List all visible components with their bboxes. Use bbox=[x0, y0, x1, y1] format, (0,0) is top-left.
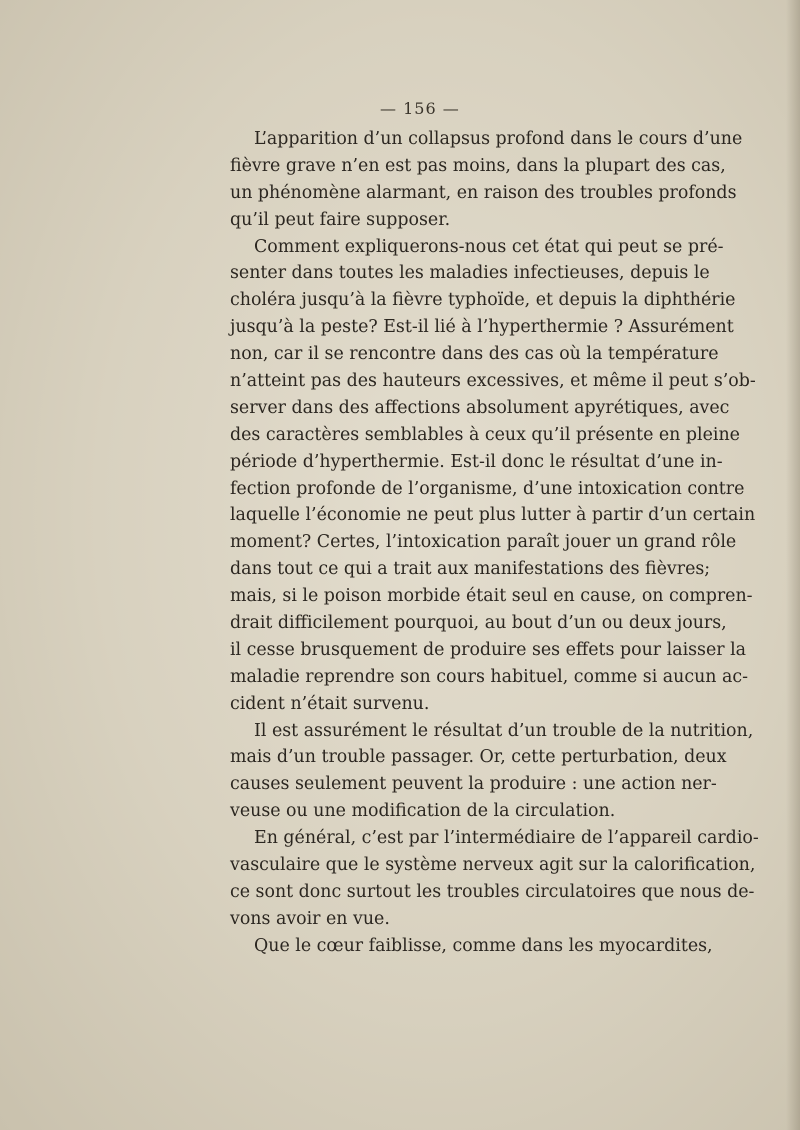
text-line: maladie reprendre son cours habituel, comme si aucun ac- bbox=[230, 666, 749, 687]
text-line: L’apparition d’un collapsus profond dans le cours d’une bbox=[254, 129, 743, 149]
text-line: mais d’un trouble passager. Or, cette perturbation, deux bbox=[230, 747, 727, 768]
text-line: période d’hyperthermie. Est-il donc le résultat d’une in- bbox=[230, 451, 723, 472]
text-line: laquelle l’économie ne peut plus lutter à partir d’un certain bbox=[230, 505, 756, 526]
text-line: senter dans toutes les maladies infectieuses, depuis le bbox=[230, 263, 710, 284]
text-line: Que le cœur faiblisse, comme dans les myocardites, bbox=[254, 935, 713, 956]
text-line: fection profonde de l’organisme, d’une intoxication contre bbox=[230, 478, 745, 499]
text-line: moment? Certes, l’intoxication paraît jouer un grand rôle bbox=[230, 532, 737, 553]
text-line: cident n’était survenu. bbox=[230, 693, 430, 714]
text-line: Il est assurément le résultat d’un trouble de la nutrition, bbox=[254, 720, 754, 741]
text-line: des caractères semblables à ceux qu’il présente en pleine bbox=[230, 424, 740, 445]
text-line: veuse ou une modification de la circulation. bbox=[230, 801, 616, 822]
text-line: dans tout ce qui a trait aux manifestations des fièvres; bbox=[230, 559, 711, 580]
text-line: En général, c’est par l’intermédiaire de l’appareil cardio- bbox=[254, 828, 759, 849]
text-line: fièvre grave n’en est pas moins, dans la plupart des cas, bbox=[230, 155, 726, 176]
text-line: un phénomène alarmant, en raison des troubles profonds bbox=[230, 182, 737, 203]
text-line: mais, si le poison morbide était seul en cause, on compren- bbox=[230, 586, 753, 607]
text-line: vasculaire que le système nerveux agit sur la calorification, bbox=[230, 855, 756, 876]
text-line: drait difficilement pourquoi, au bout d’un ou deux jours, bbox=[230, 613, 727, 634]
text-line: choléra jusqu’à la fièvre typhoïde, et depuis la diphthérie bbox=[230, 290, 736, 311]
text-line: server dans des affections absolument apyrétiques, avec bbox=[230, 397, 730, 418]
text-line: vons avoir en vue. bbox=[230, 908, 390, 929]
text-line: il cesse brusquement de produire ses effets pour laisser la bbox=[230, 639, 747, 660]
text-line: n’atteint pas des hauteurs excessives, et même il peut s’ob- bbox=[230, 371, 756, 392]
text-line: causes seulement peuvent la produire : une action ner- bbox=[230, 774, 717, 795]
text-line: jusqu’à la peste? Est-il lié à l’hyperthermie ? Assurément bbox=[230, 317, 734, 338]
text-line: non, car il se rencontre dans des cas où la température bbox=[230, 344, 719, 365]
text-line: qu’il peut faire supposer. bbox=[230, 209, 451, 230]
text-line: ce sont donc surtout les troubles circulatoires que nous de- bbox=[230, 881, 755, 902]
page-edge-shadow bbox=[786, 0, 800, 1130]
body-text bbox=[230, 126, 759, 960]
page-number: — 156 — bbox=[380, 99, 460, 118]
text-line: Comment expliquerons-nous cet état qui peut se pré- bbox=[254, 236, 724, 257]
